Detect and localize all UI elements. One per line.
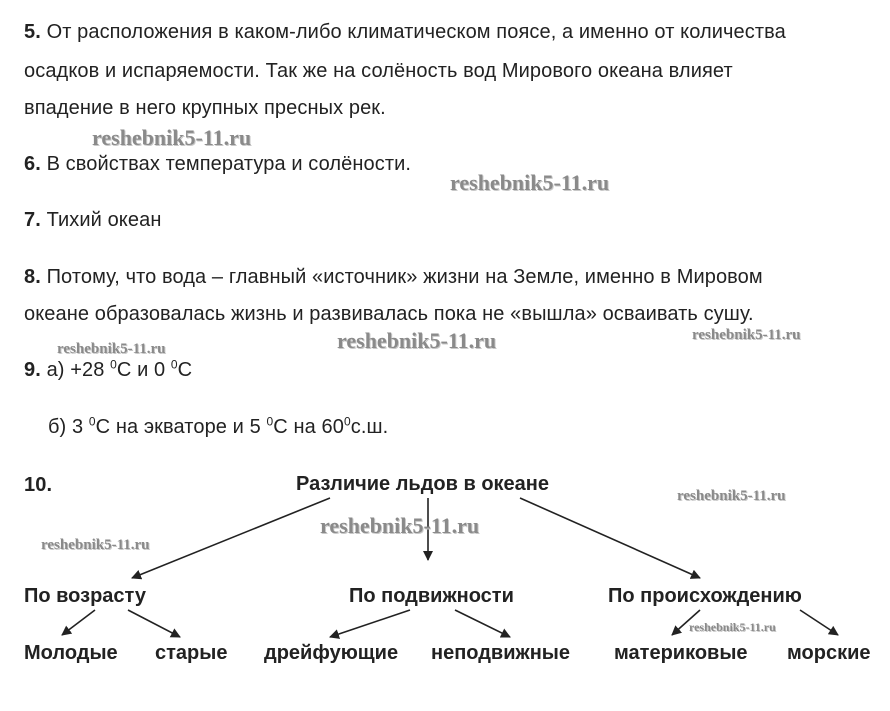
diagram-root: Различие льдов в океане — [296, 473, 549, 495]
branch-by-age: По возрасту — [24, 585, 146, 607]
watermark: reshebnik5-11.ru — [41, 537, 150, 553]
answer-9a-text: С — [177, 359, 193, 381]
leaf-fast: неподвижные — [431, 642, 570, 664]
answer-9a-text: С и 0 — [116, 359, 171, 381]
answer-7-text: Тихий океан — [46, 209, 162, 231]
arrow-age-to-old — [128, 610, 180, 637]
leaf-old: старые — [155, 642, 228, 664]
answer-8-line-2: океане образовалась жизнь и развивалась пока не «вышла» осваивать сушу. — [24, 303, 754, 325]
watermark: reshebnik5-11.ru — [450, 170, 610, 195]
watermark: reshebnik5-11.ru — [57, 341, 166, 357]
degree-sup: 0 — [170, 357, 178, 372]
answer-5-number: 5. — [24, 21, 41, 43]
watermark: reshebnik5-11.ru — [689, 620, 776, 634]
answer-5-line-3: впадение в него крупных пресных рек. — [24, 97, 386, 119]
leaf-continental: материковые — [614, 642, 748, 664]
leaf-sea: морские — [787, 642, 871, 664]
answer-10-number: 10. — [24, 474, 53, 496]
leaf-drifting: дрейфующие — [264, 642, 399, 664]
answer-9b-text: б) 3 — [48, 416, 89, 438]
answer-9-number: 9. — [24, 359, 41, 381]
watermark: reshebnik5-11.ru — [677, 488, 786, 504]
arrow-root-to-origin — [520, 498, 700, 578]
watermark: reshebnik5-11.ru — [337, 328, 497, 353]
answer-9b-text: с.ш. — [350, 416, 389, 438]
answer-9b-text: С на 60 — [273, 416, 344, 438]
answer-6-number: 6. — [24, 153, 41, 175]
watermark: reshebnik5-11.ru — [320, 513, 480, 538]
degree-sup: 0 — [88, 414, 96, 429]
leaf-young: Молодые — [24, 642, 118, 664]
branch-by-mobility: По подвижности — [349, 585, 514, 607]
answer-8-number: 8. — [24, 266, 41, 288]
arrow-origin-to-sea — [800, 610, 838, 635]
answer-6-text: В свойствах температура и солёности. — [46, 153, 412, 175]
answer-9a-text: а) +28 — [46, 359, 111, 381]
degree-sup: 0 — [110, 357, 117, 372]
answer-8-text-1: Потому, что вода – главный «источник» жизни на Земле, именно в Мировом — [46, 266, 763, 288]
answer-9b-text: С на экваторе и 5 — [95, 416, 267, 438]
branch-by-origin: По происхождению — [608, 585, 802, 607]
answer-5-line-2: осадков и испаряемости. Так же на солёность вод Мирового океана влияет — [24, 60, 733, 82]
watermark: reshebnik5-11.ru — [92, 125, 252, 150]
arrow-mobility-to-drifting — [330, 610, 410, 637]
answer-5-text-1: От расположения в каком-либо климатическом поясе, а именно от количества — [46, 21, 786, 43]
arrow-age-to-young — [62, 610, 95, 635]
arrow-root-to-age — [132, 498, 330, 578]
watermark: reshebnik5-11.ru — [692, 327, 801, 343]
answer-7-number: 7. — [24, 209, 41, 231]
degree-sup: 0 — [343, 414, 351, 429]
degree-sup: 0 — [266, 414, 274, 429]
arrow-mobility-to-fast — [455, 610, 510, 637]
